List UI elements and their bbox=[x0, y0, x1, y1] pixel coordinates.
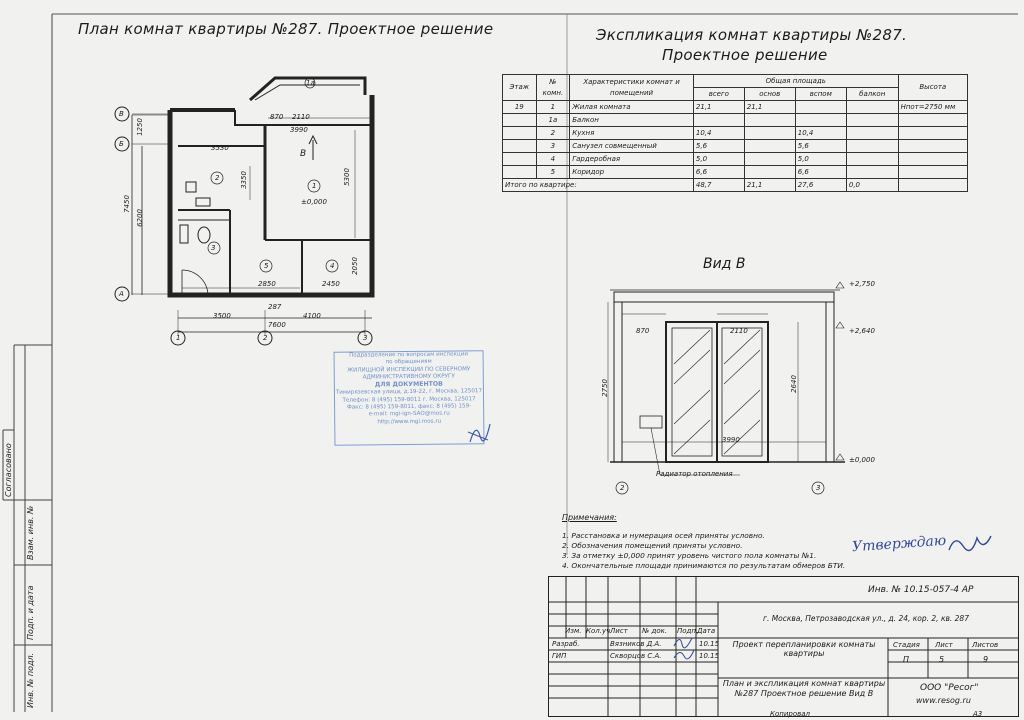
room-3-number: 3 bbox=[211, 244, 216, 252]
col-main: основ bbox=[744, 88, 795, 101]
level-zero: ±0,000 bbox=[849, 456, 875, 464]
radiator-label: Радиатор отопления bbox=[656, 470, 733, 478]
dim-7450: 7450 bbox=[122, 195, 131, 213]
col-height: Высота bbox=[898, 75, 967, 101]
dim-2850: 2850 bbox=[258, 280, 276, 288]
dim-2450: 2450 bbox=[322, 280, 340, 288]
dim-3500: 3500 bbox=[213, 312, 231, 320]
cell-num: 3 bbox=[536, 140, 570, 153]
cell-main bbox=[744, 140, 795, 153]
approval-signature: Утверждаю bbox=[851, 532, 947, 556]
cell-main bbox=[744, 166, 795, 179]
cell-total bbox=[693, 114, 744, 127]
cell-balcony bbox=[846, 166, 898, 179]
note-item: 1. Расстановка и нумерация осей приняты условно. bbox=[562, 531, 765, 540]
expl-title-line1: Экспликация комнат квартиры №287. bbox=[596, 26, 908, 44]
cell-balcony bbox=[846, 153, 898, 166]
axis-col-3: 3 bbox=[363, 334, 368, 342]
side-label-sign-date: Подп. и дата bbox=[26, 585, 35, 640]
axis-row-a: А bbox=[119, 290, 124, 298]
stamp-line-6: Тимирязевская улица, д.19-22, г. Москва, 125017 bbox=[335, 388, 483, 397]
stamp-line-7: Телефон: 8 (495) 159-8011 г. Москва, 125017 bbox=[342, 396, 476, 404]
table-row bbox=[503, 166, 968, 179]
col-podp: Подп. bbox=[677, 627, 699, 635]
view-axis-2: 2 bbox=[620, 484, 625, 492]
col-total: всего bbox=[693, 88, 744, 101]
view-axis-3: 3 bbox=[816, 484, 821, 492]
sheet-name: План и экспликация комнат квартиры №287 Проектное решение Вид В bbox=[722, 679, 886, 698]
cell-height bbox=[898, 114, 967, 127]
cell-aux: 6,6 bbox=[795, 166, 846, 179]
plan-title: План комнат квартиры №287. Проектное решение bbox=[78, 20, 494, 38]
signature-marks bbox=[672, 634, 696, 662]
table-row bbox=[503, 153, 968, 166]
floor-plan bbox=[110, 70, 380, 350]
list-value: 5 bbox=[939, 655, 945, 664]
table-header-row bbox=[503, 75, 968, 88]
col-date: Дата bbox=[697, 627, 716, 635]
col-izm: Изм. bbox=[565, 627, 582, 635]
cell-aux: 5,0 bbox=[795, 153, 846, 166]
col-num: № комн. bbox=[536, 75, 570, 101]
inspection-stamp bbox=[334, 350, 485, 446]
table-row bbox=[503, 101, 968, 114]
axis-col-1: 1 bbox=[176, 334, 181, 342]
cell-num: 2 bbox=[536, 127, 570, 140]
cell-name: Балкон bbox=[570, 114, 694, 127]
cell-num: 1а bbox=[536, 114, 570, 127]
room-1-level: ±0,000 bbox=[301, 198, 327, 206]
level-mid: +2,640 bbox=[849, 327, 875, 335]
room-1-number: 1 bbox=[312, 182, 317, 190]
cell-main bbox=[744, 127, 795, 140]
table-summary-row bbox=[503, 179, 968, 192]
org-site: www.resog.ru bbox=[916, 696, 971, 705]
summary-total: 48,7 bbox=[693, 179, 744, 192]
col-doc: № док. bbox=[642, 627, 668, 635]
view-dim-870: 870 bbox=[636, 327, 650, 335]
col-area: Общая площадь bbox=[693, 75, 898, 88]
expl-title-line2: Проектное решение bbox=[662, 46, 828, 64]
dim-3990: 3990 bbox=[290, 126, 308, 134]
summary-label: Итого по квартире: bbox=[503, 179, 694, 192]
cell-balcony bbox=[846, 101, 898, 114]
dim-4100: 4100 bbox=[303, 312, 321, 320]
cell-name: Кухня bbox=[570, 127, 694, 140]
room-4-number: 4 bbox=[330, 262, 335, 270]
address: г. Москва, Петрозаводская ул., д. 24, кор. 2, кв. 287 bbox=[763, 614, 969, 623]
explication-table bbox=[502, 74, 968, 192]
cell-floor bbox=[503, 166, 537, 179]
project-name: Проект перепланировки комнаты квартиры bbox=[732, 640, 876, 658]
date-developer: 10.15 bbox=[699, 640, 720, 648]
stadia-value: П bbox=[903, 655, 910, 664]
list-header: Лист bbox=[935, 641, 953, 649]
cell-aux bbox=[795, 101, 846, 114]
role-razrab: Разраб. bbox=[552, 640, 580, 648]
dim-5300: 5300 bbox=[342, 168, 351, 186]
cell-main bbox=[744, 153, 795, 166]
cell-num: 4 bbox=[536, 153, 570, 166]
cell-name: Гардеробная bbox=[570, 153, 694, 166]
cell-aux bbox=[795, 114, 846, 127]
org-name: ООО "Ресог" bbox=[920, 683, 979, 693]
cell-balcony bbox=[846, 127, 898, 140]
cell-name: Санузел совмещенный bbox=[570, 140, 694, 153]
cell-name: Коридор bbox=[570, 166, 694, 179]
room-2-number: 2 bbox=[215, 174, 220, 182]
listov-header: Листов bbox=[972, 641, 999, 649]
summary-main: 21,1 bbox=[744, 179, 795, 192]
dim-870: 870 bbox=[270, 113, 284, 121]
cell-balcony bbox=[846, 140, 898, 153]
stamp-line-9: e-mail: mgi-ign-SAO@mos.ru bbox=[368, 410, 450, 418]
col-kol: Кол.уч bbox=[586, 627, 611, 635]
summary-height bbox=[898, 179, 967, 192]
date-chief: 10.15 bbox=[699, 652, 720, 660]
format-label: А3 bbox=[973, 710, 983, 718]
stamp-line-1: Подразделение по вопросам инспекции bbox=[349, 351, 469, 359]
cell-name: Жилая комната bbox=[570, 101, 694, 114]
stamp-line-5: ДЛЯ ДОКУМЕНТОВ bbox=[374, 380, 443, 389]
dim-3530: 3530 bbox=[211, 144, 229, 152]
cell-num: 5 bbox=[536, 166, 570, 179]
table-row bbox=[503, 127, 968, 140]
cell-floor: 19 bbox=[503, 101, 537, 114]
col-char: Характеристики комнат и помещений bbox=[570, 75, 694, 101]
col-list: Лист bbox=[610, 627, 628, 635]
side-label-agreed: Согласовано bbox=[4, 443, 13, 497]
approval-scribble bbox=[945, 530, 995, 560]
copied-label: Копировал bbox=[770, 710, 810, 718]
plan-col-axis-bubbles bbox=[168, 328, 378, 348]
doc-code: Инв. № 10.15-057-4 АР bbox=[868, 585, 974, 595]
dim-287: 287 bbox=[268, 303, 282, 311]
stamp-line-4: АДМИНИСТРАТИВНОМУ ОКРУГУ bbox=[362, 373, 455, 381]
cell-aux: 10,4 bbox=[795, 127, 846, 140]
cell-height bbox=[898, 166, 967, 179]
stamp-line-10: http://www.mgi.mos.ru bbox=[377, 418, 442, 426]
dim-2110: 2110 bbox=[292, 113, 310, 121]
stamp-line-8: Факс: 8 (495) 159-8011, факс: 8 (495) 159- bbox=[346, 403, 472, 411]
cell-height bbox=[898, 153, 967, 166]
cell-height bbox=[898, 140, 967, 153]
side-label-inv-original: Инв. № подл. bbox=[26, 652, 35, 708]
axis-col-2: 2 bbox=[263, 334, 268, 342]
cell-total: 6,6 bbox=[693, 166, 744, 179]
table-row bbox=[503, 140, 968, 153]
listov-value: 9 bbox=[983, 655, 989, 664]
summary-balcony: 0,0 bbox=[846, 179, 898, 192]
axis-row-b: Б bbox=[119, 140, 124, 148]
view-dim-2640: 2640 bbox=[789, 375, 798, 393]
cell-total: 5,6 bbox=[693, 140, 744, 153]
cell-floor bbox=[503, 114, 537, 127]
cell-num: 1 bbox=[536, 101, 570, 114]
stamp-signature-mark bbox=[464, 418, 494, 448]
summary-aux: 27,6 bbox=[795, 179, 846, 192]
notes-block bbox=[562, 513, 862, 571]
stamp-line-3: ЖИЛИЩНОЙ ИНСПЕКЦИИ ПО СЕВЕРНОМУ bbox=[347, 365, 471, 374]
cell-height: Нпот=2750 мм bbox=[898, 101, 967, 114]
view-dim-2750: 2750 bbox=[600, 379, 609, 397]
cell-total: 10,4 bbox=[693, 127, 744, 140]
cell-height bbox=[898, 127, 967, 140]
cell-floor bbox=[503, 140, 537, 153]
cell-main: 21,1 bbox=[744, 101, 795, 114]
view-title: Вид В bbox=[703, 256, 746, 272]
cell-aux: 5,6 bbox=[795, 140, 846, 153]
view-b-elevation bbox=[600, 278, 860, 498]
dim-3350: 3350 bbox=[239, 171, 248, 189]
room-5-number: 5 bbox=[264, 262, 269, 270]
col-aux: вспом bbox=[795, 88, 846, 101]
room-1a-number: 1а bbox=[306, 79, 315, 87]
cell-total: 21,1 bbox=[693, 101, 744, 114]
view-direction-mark: В bbox=[300, 149, 307, 159]
dim-6200: 6200 bbox=[135, 209, 144, 227]
col-floor: Этаж bbox=[503, 75, 537, 101]
cell-floor bbox=[503, 153, 537, 166]
dim-2050: 2050 bbox=[350, 257, 359, 275]
dim-7600: 7600 bbox=[268, 321, 286, 329]
cell-balcony bbox=[846, 114, 898, 127]
name-developer: Вязников Д.А. bbox=[610, 640, 662, 648]
note-item: 3. За отметку ±0,000 принят уровень чистого пола комнаты №1. bbox=[562, 551, 817, 560]
cell-main bbox=[744, 114, 795, 127]
col-balcony: балкон bbox=[846, 88, 898, 101]
notes-heading: Примечания: bbox=[562, 513, 617, 522]
table-row bbox=[503, 114, 968, 127]
stamp-line-2: по обращениям bbox=[385, 359, 432, 366]
dim-1250: 1250 bbox=[135, 118, 144, 136]
cell-floor bbox=[503, 127, 537, 140]
stadia-header: Стадия bbox=[893, 641, 920, 649]
cell-total: 5,0 bbox=[693, 153, 744, 166]
view-dim-3990: 3990 bbox=[722, 436, 740, 444]
name-chief: Скворцов С.А. bbox=[610, 652, 662, 660]
axis-row-v: В bbox=[119, 110, 124, 118]
note-item: 2. Обозначения помещений приняты условно. bbox=[562, 541, 743, 550]
note-item: 4. Окончательные площади принимаются по результатам обмеров БТИ. bbox=[562, 561, 846, 570]
side-label-replaced-inv: Взам. инв. № bbox=[26, 505, 35, 560]
role-gip: ГИП bbox=[552, 652, 567, 660]
view-dim-2110: 2110 bbox=[730, 327, 748, 335]
level-top: +2,750 bbox=[849, 280, 875, 288]
